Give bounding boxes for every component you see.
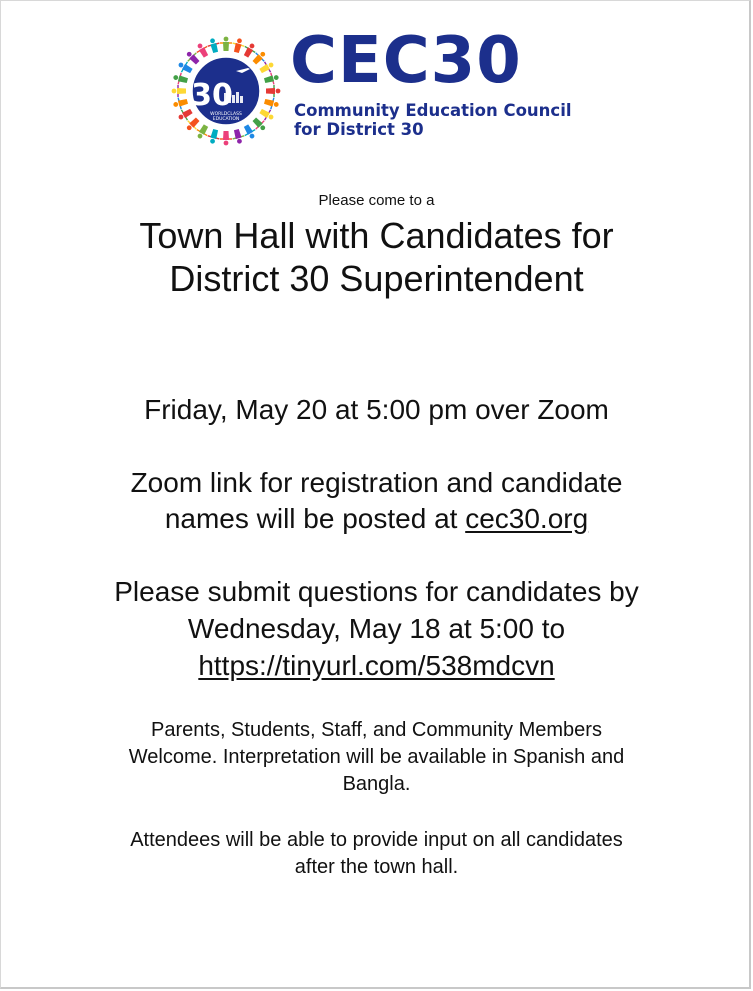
welcome-line-3: Bangla. — [342, 773, 411, 795]
questions-line-2: Wednesday, May 18 at 5:00 to — [187, 613, 566, 644]
emblem-caption-1: WORLDCLASS — [210, 112, 242, 117]
ring-figure — [263, 71, 280, 86]
zoom-line-2 — [0, 501, 753, 537]
ring-figure — [172, 85, 186, 97]
page-title — [0, 214, 753, 300]
emblem-caption-2: EDUCATION — [212, 117, 240, 122]
ring-figure — [194, 41, 212, 59]
zoom-line-2-prefix: names will be posted at — [164, 503, 466, 534]
logo-subline-1: Community Education Council — [294, 101, 572, 120]
ring-figure — [206, 128, 221, 145]
ring-figure — [231, 37, 246, 54]
ring-figure — [220, 131, 232, 145]
intro-text: Please come to a — [318, 192, 435, 209]
questions-line-1: Please submit questions for candidates by — [114, 576, 639, 607]
ring-figure — [263, 96, 280, 111]
title-line-1: Town Hall with Candidates for — [139, 215, 614, 256]
district-emblem-icon — [170, 35, 282, 147]
ring-figure — [194, 123, 212, 141]
logo-subline-2: for District 30 — [294, 120, 424, 139]
input-note — [0, 827, 753, 881]
ring-figure — [206, 37, 221, 54]
event-datetime: Friday, May 20 at 5:00 pm over Zoom — [144, 394, 609, 425]
ring-figure — [172, 96, 189, 111]
emblem-number: 30 — [191, 78, 233, 113]
zoom-info — [0, 465, 753, 537]
input-line-1: Attendees will be able to provide input on all candidates — [130, 829, 623, 851]
cec30-logo — [170, 24, 572, 145]
cec30-link[interactable]: cec30.org — [465, 503, 589, 534]
ring-figure — [241, 123, 259, 141]
welcome-note — [0, 717, 753, 798]
ring-figure — [258, 106, 276, 124]
welcome-line-2: Welcome. Interpretation will be available in Spanish and — [128, 746, 625, 768]
title-line-2: District 30 Superintendent — [169, 258, 584, 299]
ring-figure — [266, 85, 280, 97]
ring-figure — [241, 41, 259, 59]
ring-figure — [258, 59, 276, 77]
zoom-line-1: Zoom link for registration and candidate — [130, 467, 623, 498]
input-line-2: after the town hall. — [294, 856, 459, 878]
tinyurl-link[interactable]: https://tinyurl.com/538mdcvn — [198, 650, 555, 681]
ring-figure — [220, 37, 232, 51]
ring-figure — [176, 59, 194, 77]
ring-figure — [172, 71, 189, 86]
welcome-line-1: Parents, Students, Staff, and Community Members — [151, 719, 602, 741]
ring-figure — [231, 128, 246, 145]
logo-wordmark: CEC30 — [290, 24, 522, 98]
questions-info — [0, 573, 753, 684]
